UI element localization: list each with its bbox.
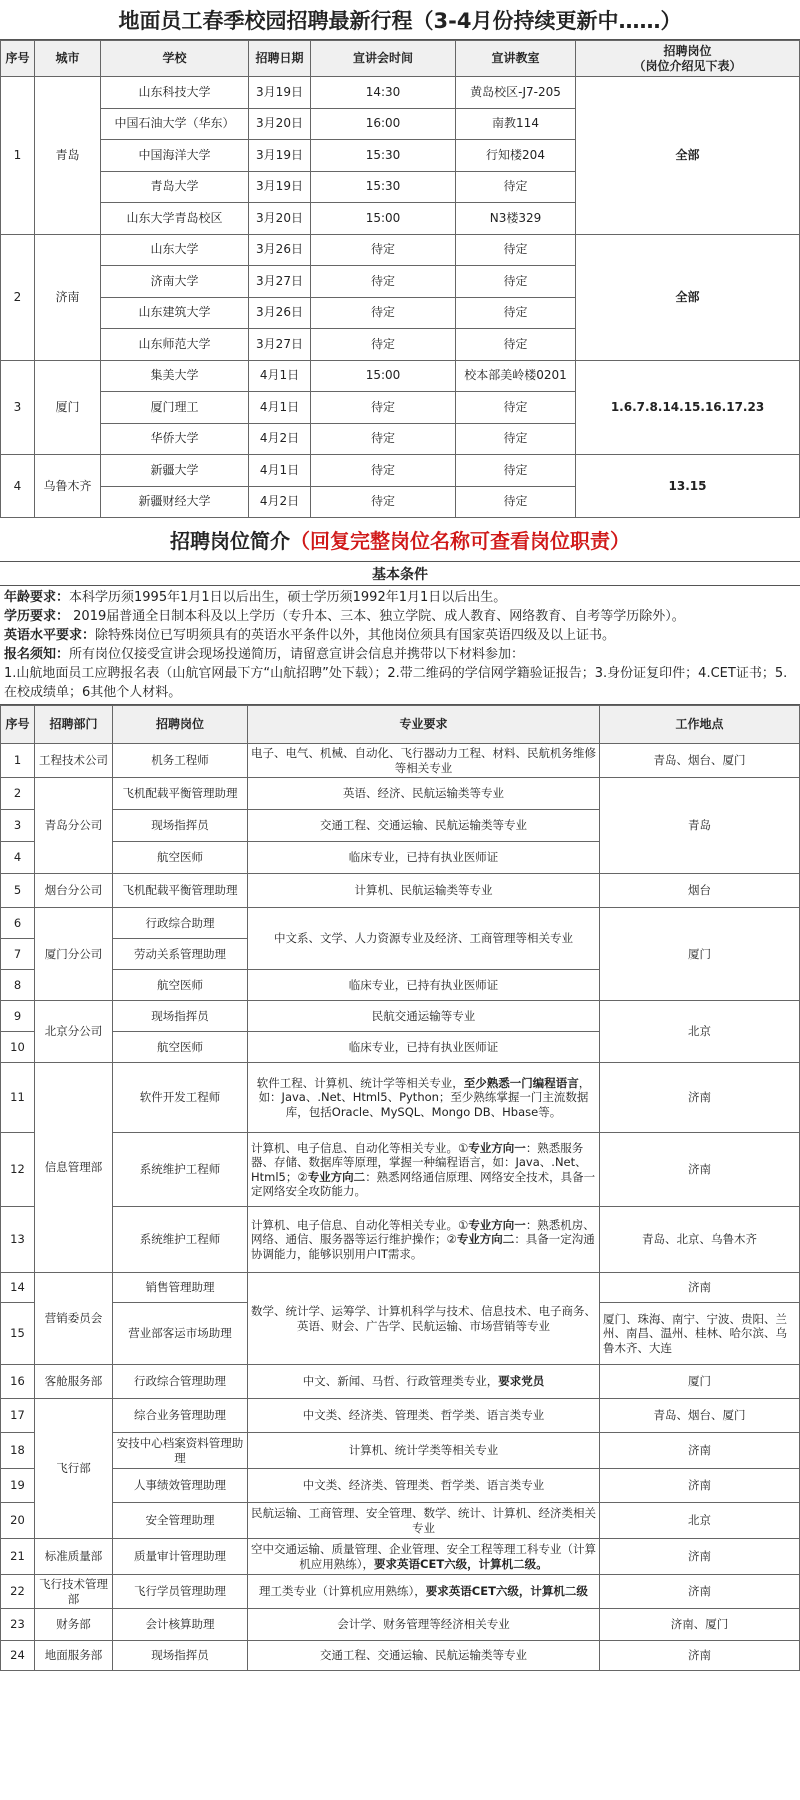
table-row: [1, 360, 800, 392]
school: 厦门理工: [101, 392, 249, 424]
job-no: 18: [1, 1433, 35, 1469]
jobs-header-no: 序号: [1, 706, 35, 744]
job-major: [248, 1539, 600, 1575]
date: 4月2日: [249, 423, 311, 455]
major-emphasis: 专业方向二: [307, 1169, 366, 1184]
positions: 13.15: [576, 455, 800, 518]
job-location: 济南: [600, 1063, 800, 1133]
table-row: [1, 1001, 800, 1032]
table-row: [1, 455, 800, 487]
table-row: [1, 1365, 800, 1399]
jobs-table: [0, 705, 800, 1671]
table-row: [1, 1433, 800, 1469]
room: 南教114: [456, 108, 576, 140]
group-no: 4: [1, 455, 35, 518]
positions: 全部: [576, 77, 800, 235]
major-text: 空中交通运输、质量管理、企业管理、安全工程等理工科专业（计算机应用熟练），: [251, 1542, 596, 1571]
job-major: [248, 1207, 600, 1273]
date: 3月20日: [249, 108, 311, 140]
job-location: 烟台: [600, 874, 800, 908]
job-major: 英语、经济、民航运输类等专业: [248, 778, 600, 810]
major-emphasis: 专业方向二: [456, 1232, 515, 1247]
school: 山东科技大学: [101, 77, 249, 109]
job-location: 青岛、烟台、厦门: [600, 1399, 800, 1433]
city: 济南: [35, 234, 101, 360]
date: 3月27日: [249, 329, 311, 361]
city: 青岛: [35, 77, 101, 235]
group-no: 1: [1, 77, 35, 235]
positions: 1.6.7.8.14.15.16.17.23: [576, 360, 800, 455]
room: 待定: [456, 171, 576, 203]
job-location: 济南: [600, 1273, 800, 1303]
application-notice: [4, 645, 796, 664]
job-major: 会计学、财务管理等经济相关专业: [248, 1609, 600, 1641]
materials-list: 1.山航地面员工应聘报名表（山航官网最下方“山航招聘”处下载）；2.带二维码的学信网学籍验证报告；3.身份证复印件；4.CET证书；5.在校成绩单；6其他个人材料。: [4, 666, 788, 700]
job-position: 行政综合管理助理: [113, 1365, 248, 1399]
room: 待定: [456, 486, 576, 518]
job-position: 安技中心档案资料管理助理: [113, 1433, 248, 1469]
job-position: 营业部客运市场助理: [113, 1303, 248, 1365]
room: 黄岛校区-J7-205: [456, 77, 576, 109]
conditions-block: [0, 586, 800, 705]
major-emphasis: 要求党员: [498, 1374, 545, 1389]
job-no: 4: [1, 842, 35, 874]
job-dept: 财务部: [35, 1609, 113, 1641]
school: 山东大学: [101, 234, 249, 266]
group-no: 2: [1, 234, 35, 360]
jobs-header-major: 专业要求: [248, 706, 600, 744]
major-text: 中文、新闻、马哲、行政管理类专业，: [302, 1374, 499, 1389]
age-text: 本科学历须1995年1月1日以后出生，硕士学历须1992年1月1日以后出生。: [69, 590, 507, 605]
job-dept: 青岛分公司: [35, 778, 113, 874]
job-no: 8: [1, 970, 35, 1001]
age-label: 年龄要求：: [4, 590, 70, 605]
time: 14:30: [311, 77, 456, 109]
room: 校本部美岭楼0201: [456, 360, 576, 392]
job-dept: 地面服务部: [35, 1641, 113, 1671]
job-no: 20: [1, 1503, 35, 1539]
eng-text: 除特殊岗位已写明须具有的英语水平条件以外，其他岗位须具有国家英语四级及以上证书。: [95, 628, 616, 643]
job-location: 济南: [600, 1575, 800, 1609]
major-text: ：熟悉网络通信原理、网络安全技术，具备一定网络安全攻防能力。: [251, 1169, 596, 1198]
room: 待定: [456, 329, 576, 361]
time: 待定: [311, 234, 456, 266]
job-major: 临床专业，已持有执业医师证: [248, 970, 600, 1001]
job-position: 综合业务管理助理: [113, 1399, 248, 1433]
job-location: 厦门: [600, 1365, 800, 1399]
job-position: 安全管理助理: [113, 1503, 248, 1539]
table-row: [1, 1273, 800, 1303]
positions: 全部: [576, 234, 800, 360]
job-position: 航空医师: [113, 970, 248, 1001]
job-no: 22: [1, 1575, 35, 1609]
job-position: 会计核算助理: [113, 1609, 248, 1641]
school: 山东师范大学: [101, 329, 249, 361]
major-text: ：熟悉机房、网络、通信、服务器等运行维护操作；②: [251, 1217, 595, 1247]
job-dept: 厦门分公司: [35, 908, 113, 1001]
job-location: 北京: [600, 1503, 800, 1539]
job-position: 劳动关系管理助理: [113, 939, 248, 970]
major-emphasis: 要求英语CET六级，计算机二级。: [374, 1556, 548, 1571]
table-row: [1, 1575, 800, 1609]
job-major: 计算机、民航运输类等专业: [248, 874, 600, 908]
conditions-heading: 基本条件: [0, 562, 800, 586]
major-text: 计算机、电子信息、自动化等相关专业。①: [251, 1140, 469, 1155]
job-no: 1: [1, 744, 35, 778]
job-location: 青岛、北京、乌鲁木齐: [600, 1207, 800, 1273]
time: 待定: [311, 486, 456, 518]
major-text: ，如：Java、.Net、Html5、Python；至少熟练掌握一门主流数据库，包括Oracle、MySQL、Mongo DB、Hbase等。: [258, 1075, 591, 1119]
time: 15:30: [311, 140, 456, 172]
time: 待定: [311, 329, 456, 361]
table-row: [1, 1609, 800, 1641]
notice-text: 所有岗位仅接受宣讲会现场投递简历，请留意宣讲会信息并携带以下材料参加：: [69, 647, 525, 662]
major-emphasis: 要求英语CET六级，计算机二级: [425, 1584, 588, 1599]
job-position: 飞行学员管理助理: [113, 1575, 248, 1609]
job-major: [248, 1365, 600, 1399]
job-major: 数学、统计学、运筹学、计算机科学与技术、信息技术、电子商务、英语、财会、广告学、民航运输、市场营销等专业: [248, 1273, 600, 1365]
table-row: [1, 1503, 800, 1539]
room: 待定: [456, 455, 576, 487]
table-row: [1, 1641, 800, 1671]
time: 待定: [311, 392, 456, 424]
job-major: 临床专业，已持有执业医师证: [248, 842, 600, 874]
job-no: 24: [1, 1641, 35, 1671]
job-no: 2: [1, 778, 35, 810]
notice-label: 报名须知：: [4, 647, 70, 662]
table-row: [1, 234, 800, 266]
jobs-header-position: 招聘岗位: [113, 706, 248, 744]
job-major: [248, 1063, 600, 1133]
job-location: 济南: [600, 1433, 800, 1469]
major-text: 理工类专业（计算机应用熟练），: [259, 1584, 426, 1599]
job-dept: 北京分公司: [35, 1001, 113, 1063]
job-dept: 工程技术公司: [35, 744, 113, 778]
job-position: 系统维护工程师: [113, 1133, 248, 1207]
job-major: 中文系、文学、人力资源专业及经济、工商管理等相关专业: [248, 908, 600, 970]
date: 3月26日: [249, 297, 311, 329]
room: 待定: [456, 266, 576, 298]
school: 新疆大学: [101, 455, 249, 487]
date: 4月1日: [249, 455, 311, 487]
major-text: ：具备一定沟通协调能力，能够识别用户IT需求。: [251, 1232, 595, 1261]
subtitle-note: （回复完整岗位名称可查看岗位职责）: [290, 529, 630, 553]
english-requirement: [4, 626, 796, 645]
job-position: 销售管理助理: [113, 1273, 248, 1303]
jobs-header-location: 工作地点: [600, 706, 800, 744]
header-no: 序号: [1, 41, 35, 77]
job-dept: 客舱服务部: [35, 1365, 113, 1399]
job-major: 临床专业，已持有执业医师证: [248, 1032, 600, 1063]
job-no: 9: [1, 1001, 35, 1032]
job-location: 北京: [600, 1001, 800, 1063]
job-dept: 标准质量部: [35, 1539, 113, 1575]
school: 山东建筑大学: [101, 297, 249, 329]
time: 待定: [311, 423, 456, 455]
job-position: 航空医师: [113, 842, 248, 874]
job-position: 飞机配载平衡管理助理: [113, 778, 248, 810]
header-positions: 招聘岗位 （岗位介绍见下表）: [576, 41, 800, 77]
job-major: 民航运输、工商管理、安全管理、数学、统计、计算机、经济类相关专业: [248, 1503, 600, 1539]
date: 4月2日: [249, 486, 311, 518]
job-position: 行政综合助理: [113, 908, 248, 939]
job-no: 3: [1, 810, 35, 842]
time: 16:00: [311, 108, 456, 140]
job-no: 16: [1, 1365, 35, 1399]
table-row: [1, 1133, 800, 1207]
header-city: 城市: [35, 41, 101, 77]
job-position: 机务工程师: [113, 744, 248, 778]
header-time: 宣讲会时间: [311, 41, 456, 77]
job-location: 厦门: [600, 908, 800, 1001]
job-major: 中文类、经济类、管理类、哲学类、语言类专业: [248, 1399, 600, 1433]
job-location: 济南: [600, 1469, 800, 1503]
school: 集美大学: [101, 360, 249, 392]
job-dept: 信息管理部: [35, 1063, 113, 1273]
job-major: 民航交通运输等专业: [248, 1001, 600, 1032]
job-location: 青岛: [600, 778, 800, 874]
date: 4月1日: [249, 392, 311, 424]
job-no: 10: [1, 1032, 35, 1063]
job-no: 19: [1, 1469, 35, 1503]
city: 厦门: [35, 360, 101, 455]
date: 3月27日: [249, 266, 311, 298]
job-major: [248, 1575, 600, 1609]
schedule-header-row: [1, 41, 800, 77]
time: 15:30: [311, 171, 456, 203]
date: 3月19日: [249, 171, 311, 203]
school: 中国石油大学（华东）: [101, 108, 249, 140]
time: 待定: [311, 455, 456, 487]
job-major: 计算机、统计学类等相关专业: [248, 1433, 600, 1469]
major-text: 软件工程、计算机、统计学等相关专业，: [256, 1075, 464, 1090]
room: 行知楼204: [456, 140, 576, 172]
job-position: 人事绩效管理助理: [113, 1469, 248, 1503]
schedule-table: [0, 40, 800, 518]
job-no: 17: [1, 1399, 35, 1433]
job-major: 交通工程、交通运输、民航运输类等专业: [248, 810, 600, 842]
table-row: [1, 908, 800, 939]
job-location: 济南、厦门: [600, 1609, 800, 1641]
header-room: 宣讲教室: [456, 41, 576, 77]
group-no: 3: [1, 360, 35, 455]
date: 3月20日: [249, 203, 311, 235]
job-position: 现场指挥员: [113, 1001, 248, 1032]
job-dept: 飞行技术管理部: [35, 1575, 113, 1609]
job-location: 青岛、烟台、厦门: [600, 744, 800, 778]
job-no: 21: [1, 1539, 35, 1575]
date: 3月19日: [249, 77, 311, 109]
room: N3楼329: [456, 203, 576, 235]
job-location: 厦门、珠海、南宁、宁波、贵阳、兰州、南昌、温州、桂林、哈尔滨、乌鲁木齐、大连: [600, 1303, 800, 1365]
header-date: 招聘日期: [249, 41, 311, 77]
job-position: 质量审计管理助理: [113, 1539, 248, 1575]
date: 3月26日: [249, 234, 311, 266]
age-requirement: [4, 588, 796, 607]
job-no: 6: [1, 908, 35, 939]
major-text: ：熟悉服务器、存储、数据库等原理，掌握一种编程语言，如：Java、.Net、Html5；②: [251, 1140, 587, 1184]
jobs-header-dept: 招聘部门: [35, 706, 113, 744]
job-major: 中文类、经济类、管理类、哲学类、语言类专业: [248, 1469, 600, 1503]
job-major: 交通工程、交通运输、民航运输类等专业: [248, 1641, 600, 1671]
school: 华侨大学: [101, 423, 249, 455]
school: 山东大学青岛校区: [101, 203, 249, 235]
job-no: 23: [1, 1609, 35, 1641]
city: 乌鲁木齐: [35, 455, 101, 518]
job-dept: 烟台分公司: [35, 874, 113, 908]
table-row: [1, 77, 800, 109]
job-no: 7: [1, 939, 35, 970]
job-position: 现场指挥员: [113, 1641, 248, 1671]
section-subtitle: [0, 518, 800, 562]
school: 济南大学: [101, 266, 249, 298]
time: 待定: [311, 266, 456, 298]
job-position: 飞机配载平衡管理助理: [113, 874, 248, 908]
edu-requirement: [4, 607, 796, 626]
subtitle-main: 招聘岗位简介: [170, 529, 290, 553]
job-major: 电子、电气、机械、自动化、飞行器动力工程、材料、民航机务维修等相关专业: [248, 744, 600, 778]
table-row: [1, 1207, 800, 1273]
school: 中国海洋大学: [101, 140, 249, 172]
job-no: 5: [1, 874, 35, 908]
page-title: 地面员工春季校园招聘最新行程（3-4月份持续更新中……）: [0, 0, 800, 40]
table-row: [1, 1063, 800, 1133]
room: 待定: [456, 423, 576, 455]
job-location: 济南: [600, 1133, 800, 1207]
table-row: [1, 1539, 800, 1575]
major-emphasis: 专业方向一: [468, 1217, 526, 1232]
job-position: 系统维护工程师: [113, 1207, 248, 1273]
date: 3月19日: [249, 140, 311, 172]
date: 4月1日: [249, 360, 311, 392]
table-row: [1, 1469, 800, 1503]
major-emphasis: 专业方向一: [468, 1140, 526, 1155]
job-location: 济南: [600, 1539, 800, 1575]
edu-label: 学历要求：: [4, 609, 70, 624]
job-major: [248, 1133, 600, 1207]
room: 待定: [456, 234, 576, 266]
major-emphasis: 至少熟悉一门编程语言: [463, 1075, 579, 1090]
room: 待定: [456, 297, 576, 329]
job-dept: 飞行部: [35, 1399, 113, 1539]
job-no: 12: [1, 1133, 35, 1207]
table-row: [1, 778, 800, 810]
job-position: 航空医师: [113, 1032, 248, 1063]
job-no: 13: [1, 1207, 35, 1273]
job-no: 11: [1, 1063, 35, 1133]
jobs-header-row: [1, 706, 800, 744]
major-text: 计算机、电子信息、自动化等相关专业。①: [251, 1217, 469, 1232]
table-row: [1, 1399, 800, 1433]
table-row: [1, 744, 800, 778]
header-school: 学校: [101, 41, 249, 77]
time: 待定: [311, 297, 456, 329]
table-row: [1, 874, 800, 908]
job-position: 软件开发工程师: [113, 1063, 248, 1133]
time: 15:00: [311, 203, 456, 235]
school: 青岛大学: [101, 171, 249, 203]
school: 新疆财经大学: [101, 486, 249, 518]
job-location: 济南: [600, 1641, 800, 1671]
job-no: 14: [1, 1273, 35, 1303]
room: 待定: [456, 392, 576, 424]
time: 15:00: [311, 360, 456, 392]
job-no: 15: [1, 1303, 35, 1365]
edu-text: 2019届普通全日制本科及以上学历（专升本、三本、独立学院、成人教育、网络教育、自考等学历除外）。: [69, 609, 685, 624]
eng-label: 英语水平要求：: [4, 628, 96, 643]
job-position: 现场指挥员: [113, 810, 248, 842]
job-dept: 营销委员会: [35, 1273, 113, 1365]
